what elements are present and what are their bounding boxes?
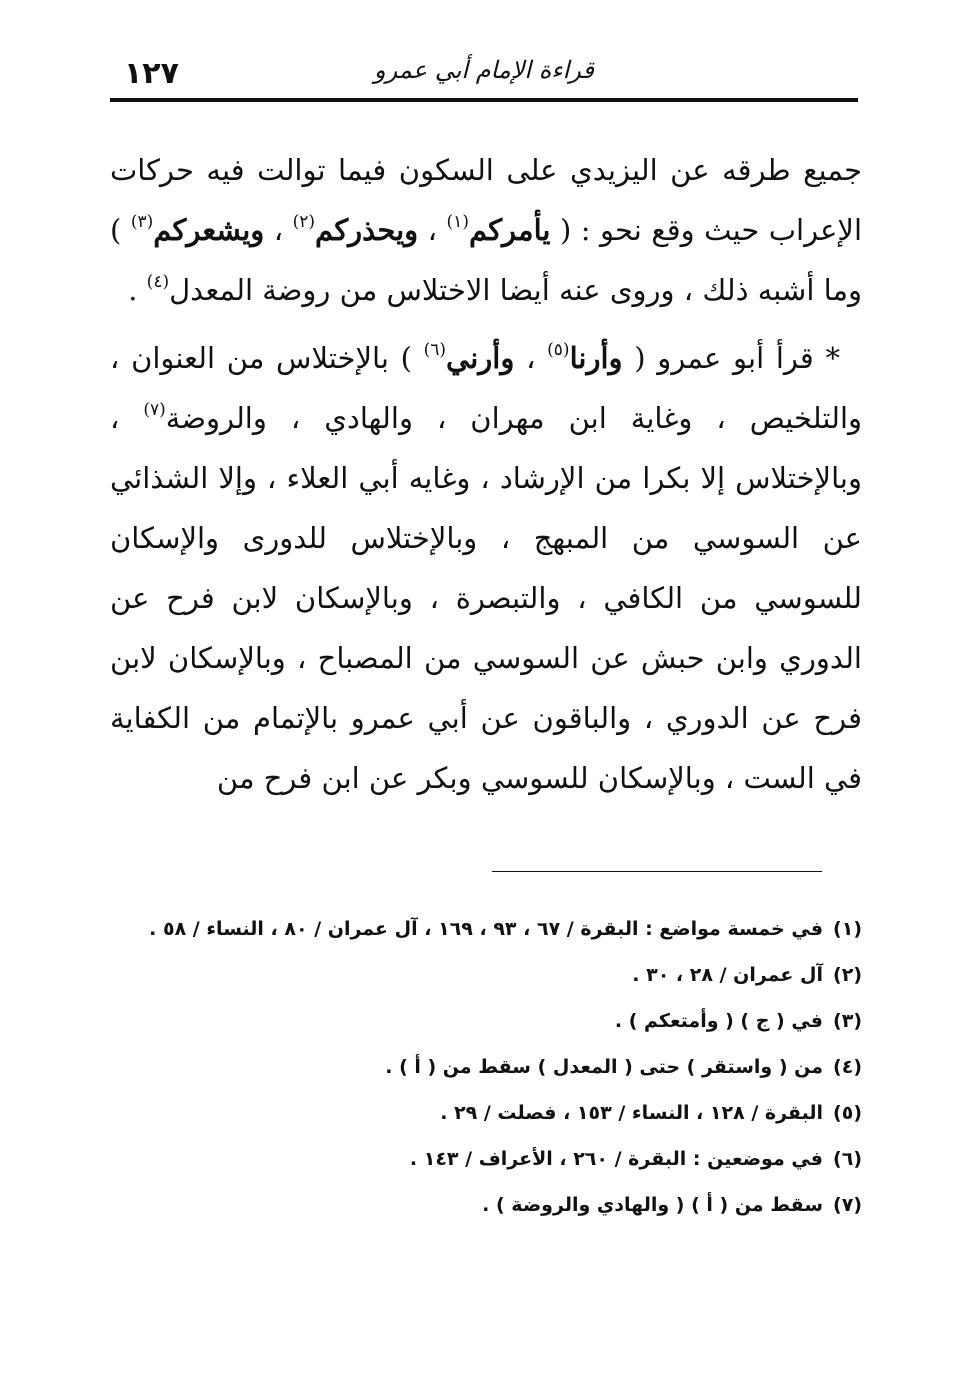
quranic-word: ويشعركم: [153, 213, 265, 247]
footnote-text: آل عمران / ٢٨ ، ٣٠ .: [632, 964, 824, 986]
footnote-number: (٥): [833, 1102, 862, 1124]
footnote-ref: (٣): [130, 212, 154, 232]
footnote-ref: (٦): [423, 340, 447, 360]
footnote-number: (٣): [833, 1010, 862, 1032]
text-run: ) وما أشبه ذلك ، وروى عنه أيضا الاختلاس من روضة المعدل: [110, 213, 862, 307]
footnote-text: البقرة / ١٢٨ ، النساء / ١٥٣ ، فصلت / ٢٩ .: [440, 1102, 824, 1124]
footnote-text: في موضعين : البقرة / ٢٦٠ ، الأعراف / ١٤٣ .: [409, 1148, 824, 1170]
quranic-word: وأرنا: [569, 341, 623, 375]
footnote-ref: (٢): [292, 212, 316, 232]
footnote-text: في ( ج ) ( وأمتعكم ) .: [614, 1010, 824, 1032]
footnote-ref: (٤): [146, 272, 170, 292]
footnotes-list: [110, 906, 862, 1228]
quranic-word: ويحذركم: [315, 213, 419, 247]
footnote-text: في خمسة مواضع : البقرة / ٦٧ ، ٩٣ ، ١٦٩ ، آل عمران / ٨٠ ، النساء / ٥٨ .: [149, 918, 824, 940]
page-number: ١٢٧: [124, 56, 179, 91]
footnote-number: (٦): [833, 1148, 862, 1170]
footnote-ref: (١): [446, 212, 469, 232]
text-run: جميع طرقه عن اليزيدي على السكون فيما توالت فيه حركات الإعراب حيث وقع نحو : (: [110, 153, 863, 247]
text-run: ، وبالإختلاس إلا بكرا من الإرشاد ، وغايه أبي العلاء ، وإلا الشذائي عن السوسي من المبهج ، وبالإختلاس للدورى والإسكان للسوسي من الكافي ، والتبصرة ، وبالإسكان لابن فرح عن الدوري وابن حبش عن السوسي من المصباح ، وبالإسكان لابن فرح عن الدوري ، والباقون عن أبي عمرو بالإتمام من الكفاية في الست ، وبالإسكان للسوسي وبكر عن ابن فرح من: [110, 401, 862, 795]
footnote-item: [110, 998, 862, 1044]
footnote-text: سقط من ( أ ) ( والهادي والروضة ) .: [482, 1194, 824, 1216]
footnote-item: [110, 952, 862, 998]
running-title: قراءة الإمام أبي عمرو: [374, 56, 594, 84]
page-header: [110, 52, 858, 102]
footnote-separator: [492, 871, 822, 872]
main-text: [110, 140, 862, 808]
footnote-text: من ( واستقر ) حتى ( المعدل ) سقط من ( أ ) .: [385, 1056, 824, 1078]
text-run: * قرأ أبو عمرو (: [622, 341, 840, 375]
text-run: ) بالإختلاس من العنوان ، والتلخيص ، وغاية ابن مهران ، والهادي ، والروضة: [110, 341, 863, 435]
quranic-word: يأمركم: [468, 213, 551, 247]
text-run: ،: [418, 213, 447, 247]
footnote-item: [110, 1182, 862, 1228]
footnote-number: (٧): [833, 1194, 862, 1216]
footnote-item: [110, 1044, 862, 1090]
footnote-ref: (٥): [547, 340, 570, 360]
paragraph-1: [110, 140, 862, 320]
footnote-item: [110, 1136, 862, 1182]
text-run: ،: [514, 341, 548, 375]
quranic-word: وأرني: [446, 341, 515, 375]
text-run: .: [128, 273, 147, 307]
footnote-number: (١): [833, 918, 862, 940]
footnote-number: (٢): [833, 964, 862, 986]
paragraph-2: [110, 328, 862, 808]
footnote-number: (٤): [833, 1056, 862, 1078]
footnote-ref: (٧): [143, 400, 166, 420]
text-run: ،: [264, 213, 293, 247]
footnote-item: [110, 1090, 862, 1136]
footnote-item: [110, 906, 862, 952]
